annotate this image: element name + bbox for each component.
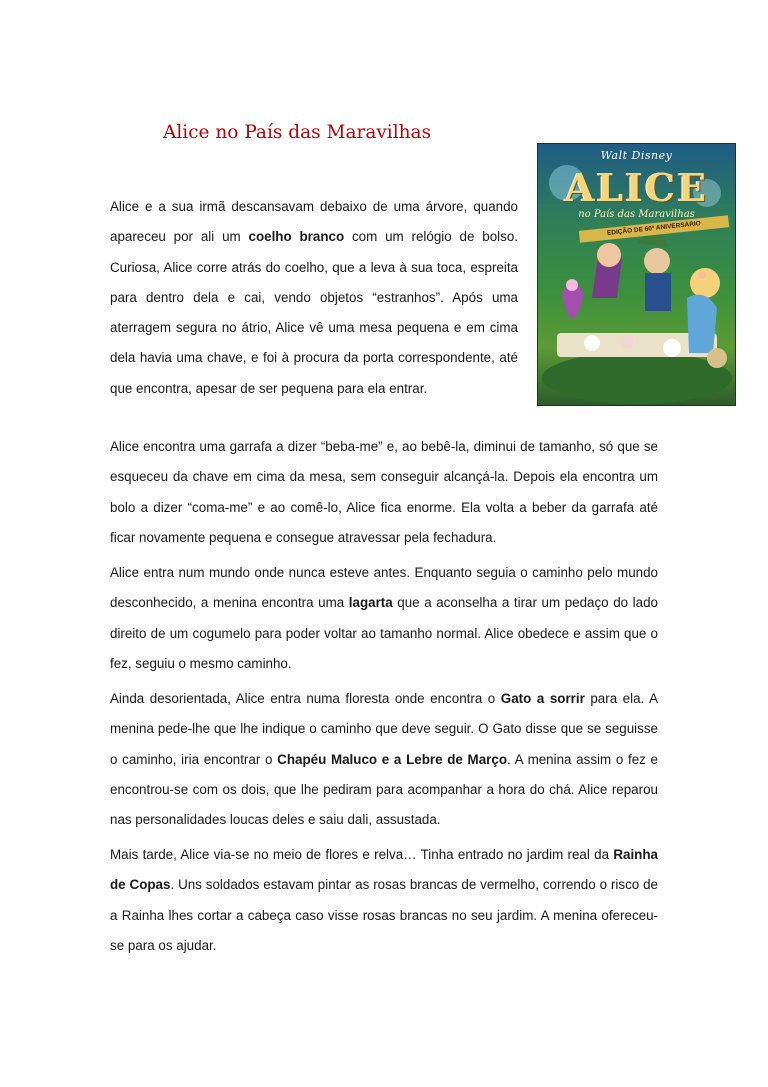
- paragraph-4: Ainda desorientada, Alice entra numa floresta onde encontra o Gato a sorrir para ela. A menina pede-lhe que lhe indique o caminho que deve seguir. O Gato disse que se seguisse o caminho, iria encontrar o Chapéu Maluco e a Lebre de Março. A menina assim o fez e encontrou-se com os dois, que lhe pediram para acompanhar a hora do chá. Alice reparou nas personalidades loucas deles e saiu dali, assustada.: [110, 691, 659, 828]
- bold-term: coelho branco: [248, 229, 345, 245]
- cover-brand: Walt Disney: [600, 149, 673, 162]
- bold-term: Rainha de Copas: [110, 847, 658, 893]
- paragraph-3: Alice entra num mundo onde nunca esteve antes. Enquanto seguia o caminho pelo mundo desconhecido, a menina encontra uma lagarta que a aconselha a tirar um pedaço do lado direito de um cogumelo para poder voltar ao tamanho normal. Alice obedece e assim que o fez, seguiu o mesmo caminho.: [110, 565, 658, 671]
- cover-edition-banner: EDIÇÃO DE 60º ANIVERSÁRIO: [579, 215, 729, 243]
- bold-term: Chapéu Maluco e a Lebre de Março: [277, 751, 507, 767]
- bold-term: lagarta: [348, 595, 393, 611]
- cover-title-word: ALICE: [564, 165, 709, 210]
- document-title: Alice no País das Maravilhas: [163, 122, 432, 143]
- bold-term: Gato a sorrir: [500, 691, 585, 706]
- cover-subtitle: no País das Maravilhas: [578, 209, 695, 220]
- movie-cover-image: [537, 143, 736, 406]
- paragraph-1: Alice e a sua irmã descansavam debaixo de uma árvore, quando apareceu por ali um coelho branco com um relógio de bolso. Curiosa, Alice corre atrás do coelho, que a leva à sua toca, espreita para dentro dela e cai, vendo objetos “estranhos”. Após uma aterragem segura no átrio, Alice vê uma mesa pequena e em cima dela havia uma chave, e foi à procura da porta correspondente, até que encontra, apesar de ser pequena para ela entrar.: [110, 199, 518, 396]
- paragraph-2: Alice encontra uma garrafa a dizer “beba-me” e, ao bebê-la, diminui de tamanho, só que se esqueceu da chave em cima da mesa, sem conseguir alcançá-la. Depois ela encontra um bolo a dizer “coma-me” e ao comê-lo, Alice fica enorme. Ela volta a beber da garrafa até ficar novamente pequena e consegue atravessar pela fechadura.: [110, 439, 658, 545]
- paragraph-5: Mais tarde, Alice via-se no meio de flores e relva… Tinha entrado no jardim real da Rainha de Copas. Uns soldados estavam pintar as rosas brancas de vermelho, correndo o risco de a Rainha lhes cortar a cabeça caso visse rosas brancas no seu jardim. A menina ofereceu-se para os ajudar.: [110, 847, 658, 953]
